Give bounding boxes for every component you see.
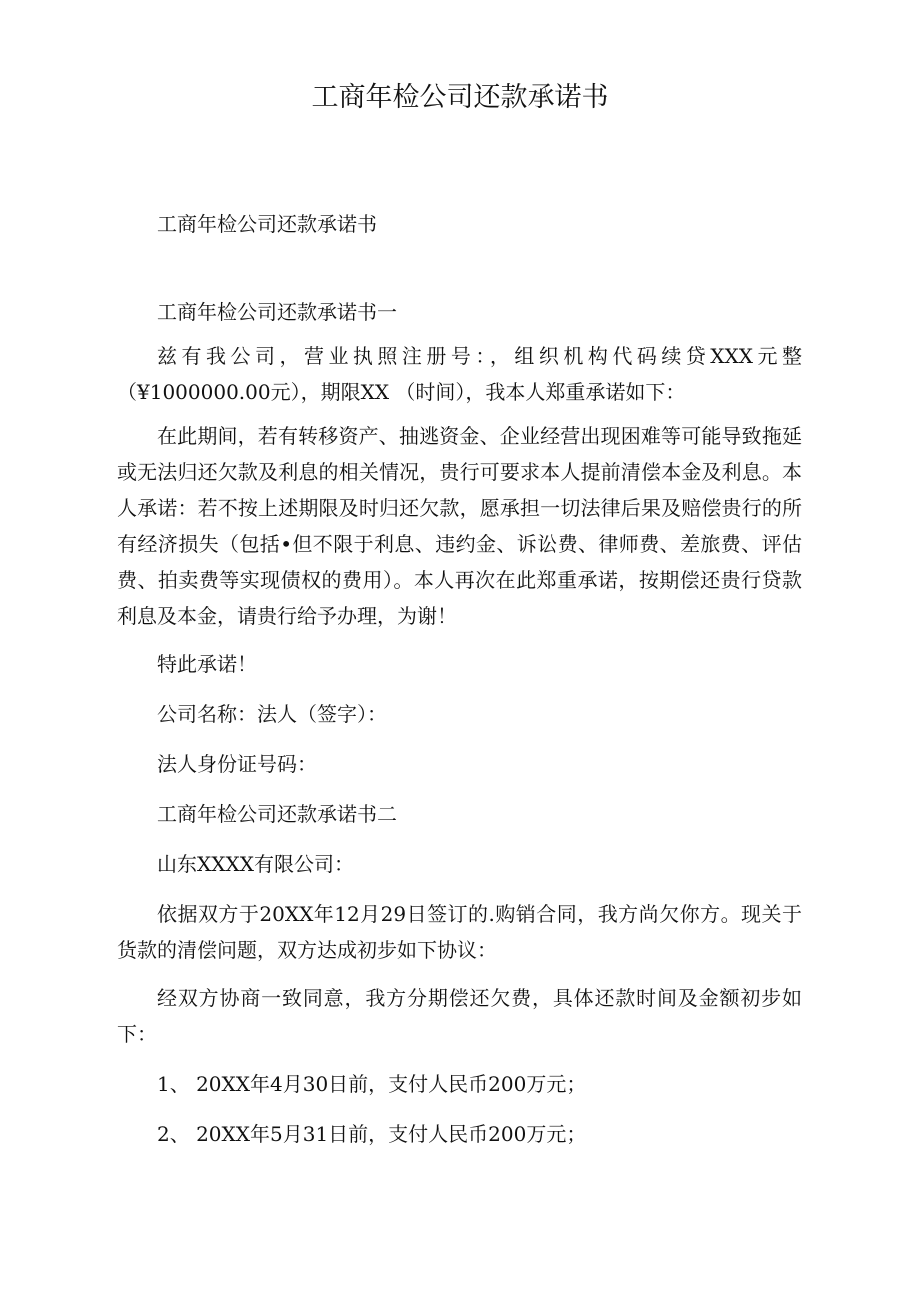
section-1-paragraph-4: 公司名称：法人（签字）： <box>157 702 387 726</box>
section-1-paragraph-5: 法人身份证号码： <box>157 752 317 776</box>
section-1-paragraph-3: 特此承诺！ <box>157 652 257 676</box>
section-2-heading: 工商年检公司还款承诺书二 <box>157 802 397 826</box>
section-2-paragraph-1: 山东XXXX有限公司： <box>157 852 354 876</box>
document-subtitle: 工商年检公司还款承诺书 <box>157 212 377 236</box>
section-2-list-item-1: 1、 20XX年4月30日前，支付人民币200万元； <box>157 1072 587 1096</box>
document-title: 工商年检公司还款承诺书 <box>311 82 609 113</box>
section-2-paragraph-3: 经双方协商一致同意，我方分期偿还欠费，具体还款时间及金额初步如下： <box>117 986 802 1046</box>
document-body <box>117 206 802 1152</box>
section-1-paragraph-2: 在此期间，若有转移资产、抽逃资金、企业经营出现困难等可能导致拖延或无法归还欠款及利息的相关情况，贵行可要求本人提前清偿本金及利息。本人承诺：若不按上述期限及时归还欠款，愿承担一切法律后果及赔偿贵行的所有经济损失（包括•但不限于利息、违约金、诉讼费、律师费、差旅费、评估费、拍卖费等实现债权的费用）。本人再次在此郑重承诺，按期偿还贵行贷款利息及本金，请贵行给予办理，为谢！ <box>117 424 802 628</box>
section-2-list-item-2: 2、 20XX年5月31日前，支付人民币200万元； <box>157 1122 587 1146</box>
section-2-paragraph-2: 依据双方于20XX年12月29日签订的.购销合同，我方尚欠你方。现关于货款的清偿问题，双方达成初步如下协议： <box>117 902 802 962</box>
section-1-heading: 工商年检公司还款承诺书一 <box>157 300 397 324</box>
section-1-paragraph-1: 兹有我公司，营业执照注册号：，组织机构代码续贷XXX元整（¥1000000.00元），期限XX （时间），我本人郑重承诺如下： <box>117 344 802 404</box>
